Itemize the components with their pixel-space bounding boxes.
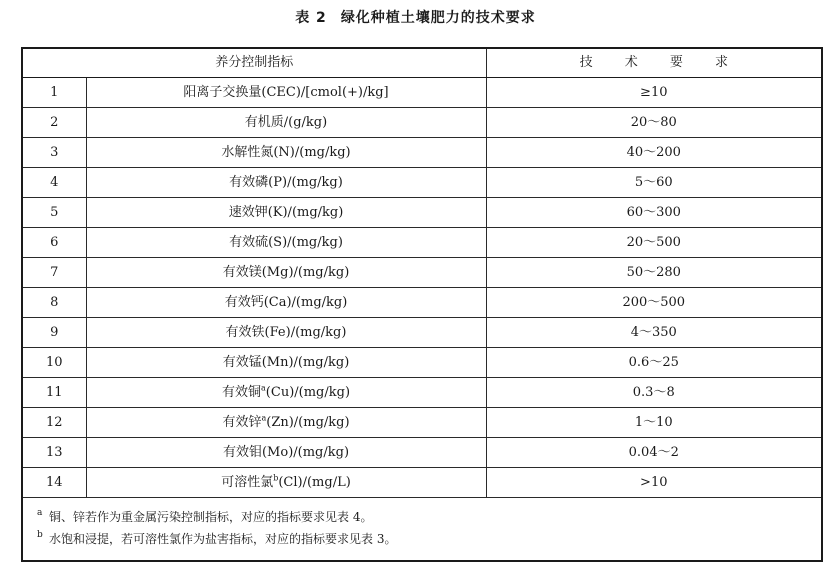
row-indicator: 有效铜$^a$(Cu)/(mg/kg) — [86, 378, 486, 408]
row-number: 13 — [22, 438, 86, 468]
row-requirement: 5～60 — [486, 168, 822, 198]
row-requirement: 50～280 — [486, 258, 822, 288]
row-requirement: 0.6～25 — [486, 348, 822, 378]
table-row — [22, 138, 822, 168]
table-row — [22, 378, 822, 408]
table-body — [22, 78, 822, 498]
table-row — [22, 228, 822, 258]
row-indicator: 有效锌$^a$(Zn)/(mg/kg) — [86, 408, 486, 438]
row-indicator: 有效钙(Ca)/(mg/kg) — [86, 288, 486, 318]
row-requirement: 40～200 — [486, 138, 822, 168]
row-number: 10 — [22, 348, 86, 378]
row-indicator: 速效钾(K)/(mg/kg) — [86, 198, 486, 228]
row-requirement: 4～350 — [486, 318, 822, 348]
row-number: 9 — [22, 318, 86, 348]
table-title-text: 绿化种植土壤肥力的技术要求 — [340, 10, 536, 26]
footnote-mark: a — [261, 383, 266, 393]
row-requirement: 200～500 — [486, 288, 822, 318]
row-number: 7 — [22, 258, 86, 288]
footnote — [37, 506, 811, 528]
row-number: 5 — [22, 198, 86, 228]
row-requirement: ≥10 — [486, 78, 822, 108]
row-number: 1 — [22, 78, 86, 108]
table-row — [22, 408, 822, 438]
row-requirement: 60～300 — [486, 198, 822, 228]
row-indicator: 阳离子交换量(CEC)/[cmol(+)/kg] — [86, 78, 486, 108]
row-indicator: 水解性氮(N)/(mg/kg) — [86, 138, 486, 168]
row-number: 4 — [22, 168, 86, 198]
fertility-requirements-table — [21, 47, 823, 562]
row-requirement: 0.3～8 — [486, 378, 822, 408]
table-row — [22, 78, 822, 108]
table-row — [22, 438, 822, 468]
row-requirement: 20～80 — [486, 108, 822, 138]
row-number: 2 — [22, 108, 86, 138]
header-indicator: 养分控制指标 — [22, 48, 486, 78]
table-row — [22, 468, 822, 498]
table-row — [22, 108, 822, 138]
footnote-mark: a — [37, 508, 43, 518]
row-indicator: 有效硫(S)/(mg/kg) — [86, 228, 486, 258]
row-number: 11 — [22, 378, 86, 408]
row-indicator: 有效磷(P)/(mg/kg) — [86, 168, 486, 198]
header-requirement: 技 术 要 求 — [486, 48, 822, 78]
row-requirement: 1～10 — [486, 408, 822, 438]
row-number: 12 — [22, 408, 86, 438]
table-row — [22, 318, 822, 348]
row-indicator: 有效镁(Mg)/(mg/kg) — [86, 258, 486, 288]
row-requirement: 20～500 — [486, 228, 822, 258]
table-row — [22, 288, 822, 318]
row-indicator: 有效钼(Mo)/(mg/kg) — [86, 438, 486, 468]
row-indicator: 有效铁(Fe)/(mg/kg) — [86, 318, 486, 348]
footnote-text: 水饱和浸提，若可溶性氯作为盐害指标，对应的指标要求见表 3。 — [49, 532, 397, 546]
row-indicator: 有效锰(Mn)/(mg/kg) — [86, 348, 486, 378]
row-indicator: 可溶性氯$^b$(Cl)/(mg/L) — [86, 468, 486, 498]
row-number: 14 — [22, 468, 86, 498]
table-row — [22, 348, 822, 378]
footnotes — [22, 498, 822, 562]
row-number: 3 — [22, 138, 86, 168]
table-title — [0, 8, 831, 28]
row-number: 6 — [22, 228, 86, 258]
footnote-text: 铜、锌若作为重金属污染控制指标，对应的指标要求见表 4。 — [49, 510, 373, 524]
header-row — [22, 48, 822, 78]
table-row — [22, 168, 822, 198]
row-number: 8 — [22, 288, 86, 318]
footnote — [37, 528, 811, 550]
row-indicator: 有机质/(g/kg) — [86, 108, 486, 138]
table-row — [22, 258, 822, 288]
footnote-mark: a — [261, 413, 267, 423]
footnote-row — [22, 498, 822, 562]
table-row — [22, 198, 822, 228]
row-requirement: >10 — [486, 468, 822, 498]
footnote-mark: b — [273, 473, 279, 483]
table-number: 表 2 — [295, 10, 327, 26]
footnote-mark: b — [37, 530, 43, 540]
row-requirement: 0.04～2 — [486, 438, 822, 468]
